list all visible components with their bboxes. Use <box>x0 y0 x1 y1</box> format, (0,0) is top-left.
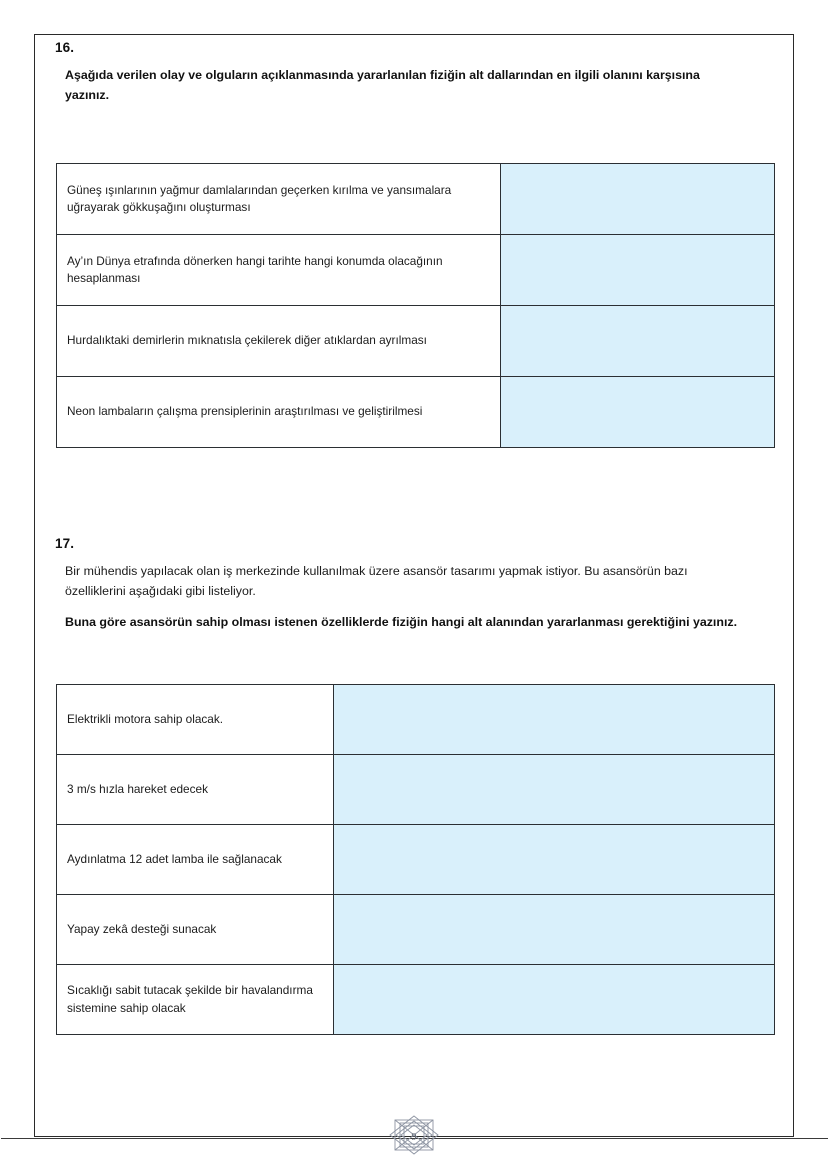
table-row <box>57 306 775 377</box>
question-17-line-1: Bir mühendis yapılacak olan iş merkezinde kullanılmak üzere asansör tasarımı yapmak istiyor. Bu asansörün bazı <box>65 563 688 578</box>
table-row <box>57 164 775 235</box>
answer-cell[interactable] <box>334 755 775 825</box>
question-number-17: 17. <box>55 536 75 551</box>
prompt-cell: 3 m/s hızla hareket edecek <box>57 755 334 825</box>
page-number: 9 <box>411 1131 417 1143</box>
answer-table-16 <box>56 163 775 448</box>
answer-table-17 <box>56 684 775 1035</box>
prompt-cell: Yapay zekâ desteği sunacak <box>57 895 334 965</box>
page-footer <box>35 1114 793 1164</box>
table-row <box>57 825 775 895</box>
question-16-line-1: Aşağıda verilen olay ve olguların açıklanmasında yararlanılan fiziğin alt dallarından en ilgili olanını karşısına <box>65 67 700 82</box>
question-block-17 <box>35 536 793 1015</box>
prompt-cell: Güneş ışınlarının yağmur damlalarından geçerken kırılma ve yansımalara uğrayarak gökkuşağını oluşturması <box>57 164 501 235</box>
prompt-cell: Ay’ın Dünya etrafında dönerken hangi tarihte hangi konumda olacağının hesaplanması <box>57 235 501 306</box>
question-17-line-2: özelliklerini aşağıdaki gibi listeliyor. <box>65 583 256 598</box>
table-row <box>57 685 775 755</box>
geometric-watermark-icon <box>386 1114 442 1160</box>
answer-cell[interactable] <box>501 235 775 306</box>
question-16-line-2: yazınız. <box>65 87 110 102</box>
answer-cell[interactable] <box>334 895 775 965</box>
question-block-16 <box>35 40 793 419</box>
table-row <box>57 755 775 825</box>
question-17-line-3: Buna göre asansörün sahip olması istenen özelliklerde fiziğin hangi alt alanından yararlanması gerektiğini yazınız. <box>65 615 738 630</box>
question-body-16 <box>35 65 793 105</box>
answer-cell[interactable] <box>501 377 775 448</box>
answer-cell[interactable] <box>334 965 775 1035</box>
table-row <box>57 965 775 1035</box>
prompt-cell: Neon lambaların çalışma prensiplerinin araştırılması ve geliştirilmesi <box>57 377 501 448</box>
table-row <box>57 895 775 965</box>
question-body-17 <box>35 561 793 632</box>
answer-cell[interactable] <box>334 825 775 895</box>
table-row <box>57 235 775 306</box>
answer-cell[interactable] <box>501 164 775 235</box>
page-content <box>35 35 793 1143</box>
table-row <box>57 377 775 448</box>
document-page <box>34 34 794 1143</box>
answer-cell[interactable] <box>501 306 775 377</box>
prompt-cell: Hurdalıktaki demirlerin mıknatısla çekilerek diğer atıklardan ayrılması <box>57 306 501 377</box>
question-number-16: 16. <box>55 40 75 55</box>
prompt-cell: Aydınlatma 12 adet lamba ile sağlanacak <box>57 825 334 895</box>
prompt-cell: Elektrikli motora sahip olacak. <box>57 685 334 755</box>
prompt-cell: Sıcaklığı sabit tutacak şekilde bir havalandırma sistemine sahip olacak <box>57 965 334 1035</box>
answer-cell[interactable] <box>334 685 775 755</box>
